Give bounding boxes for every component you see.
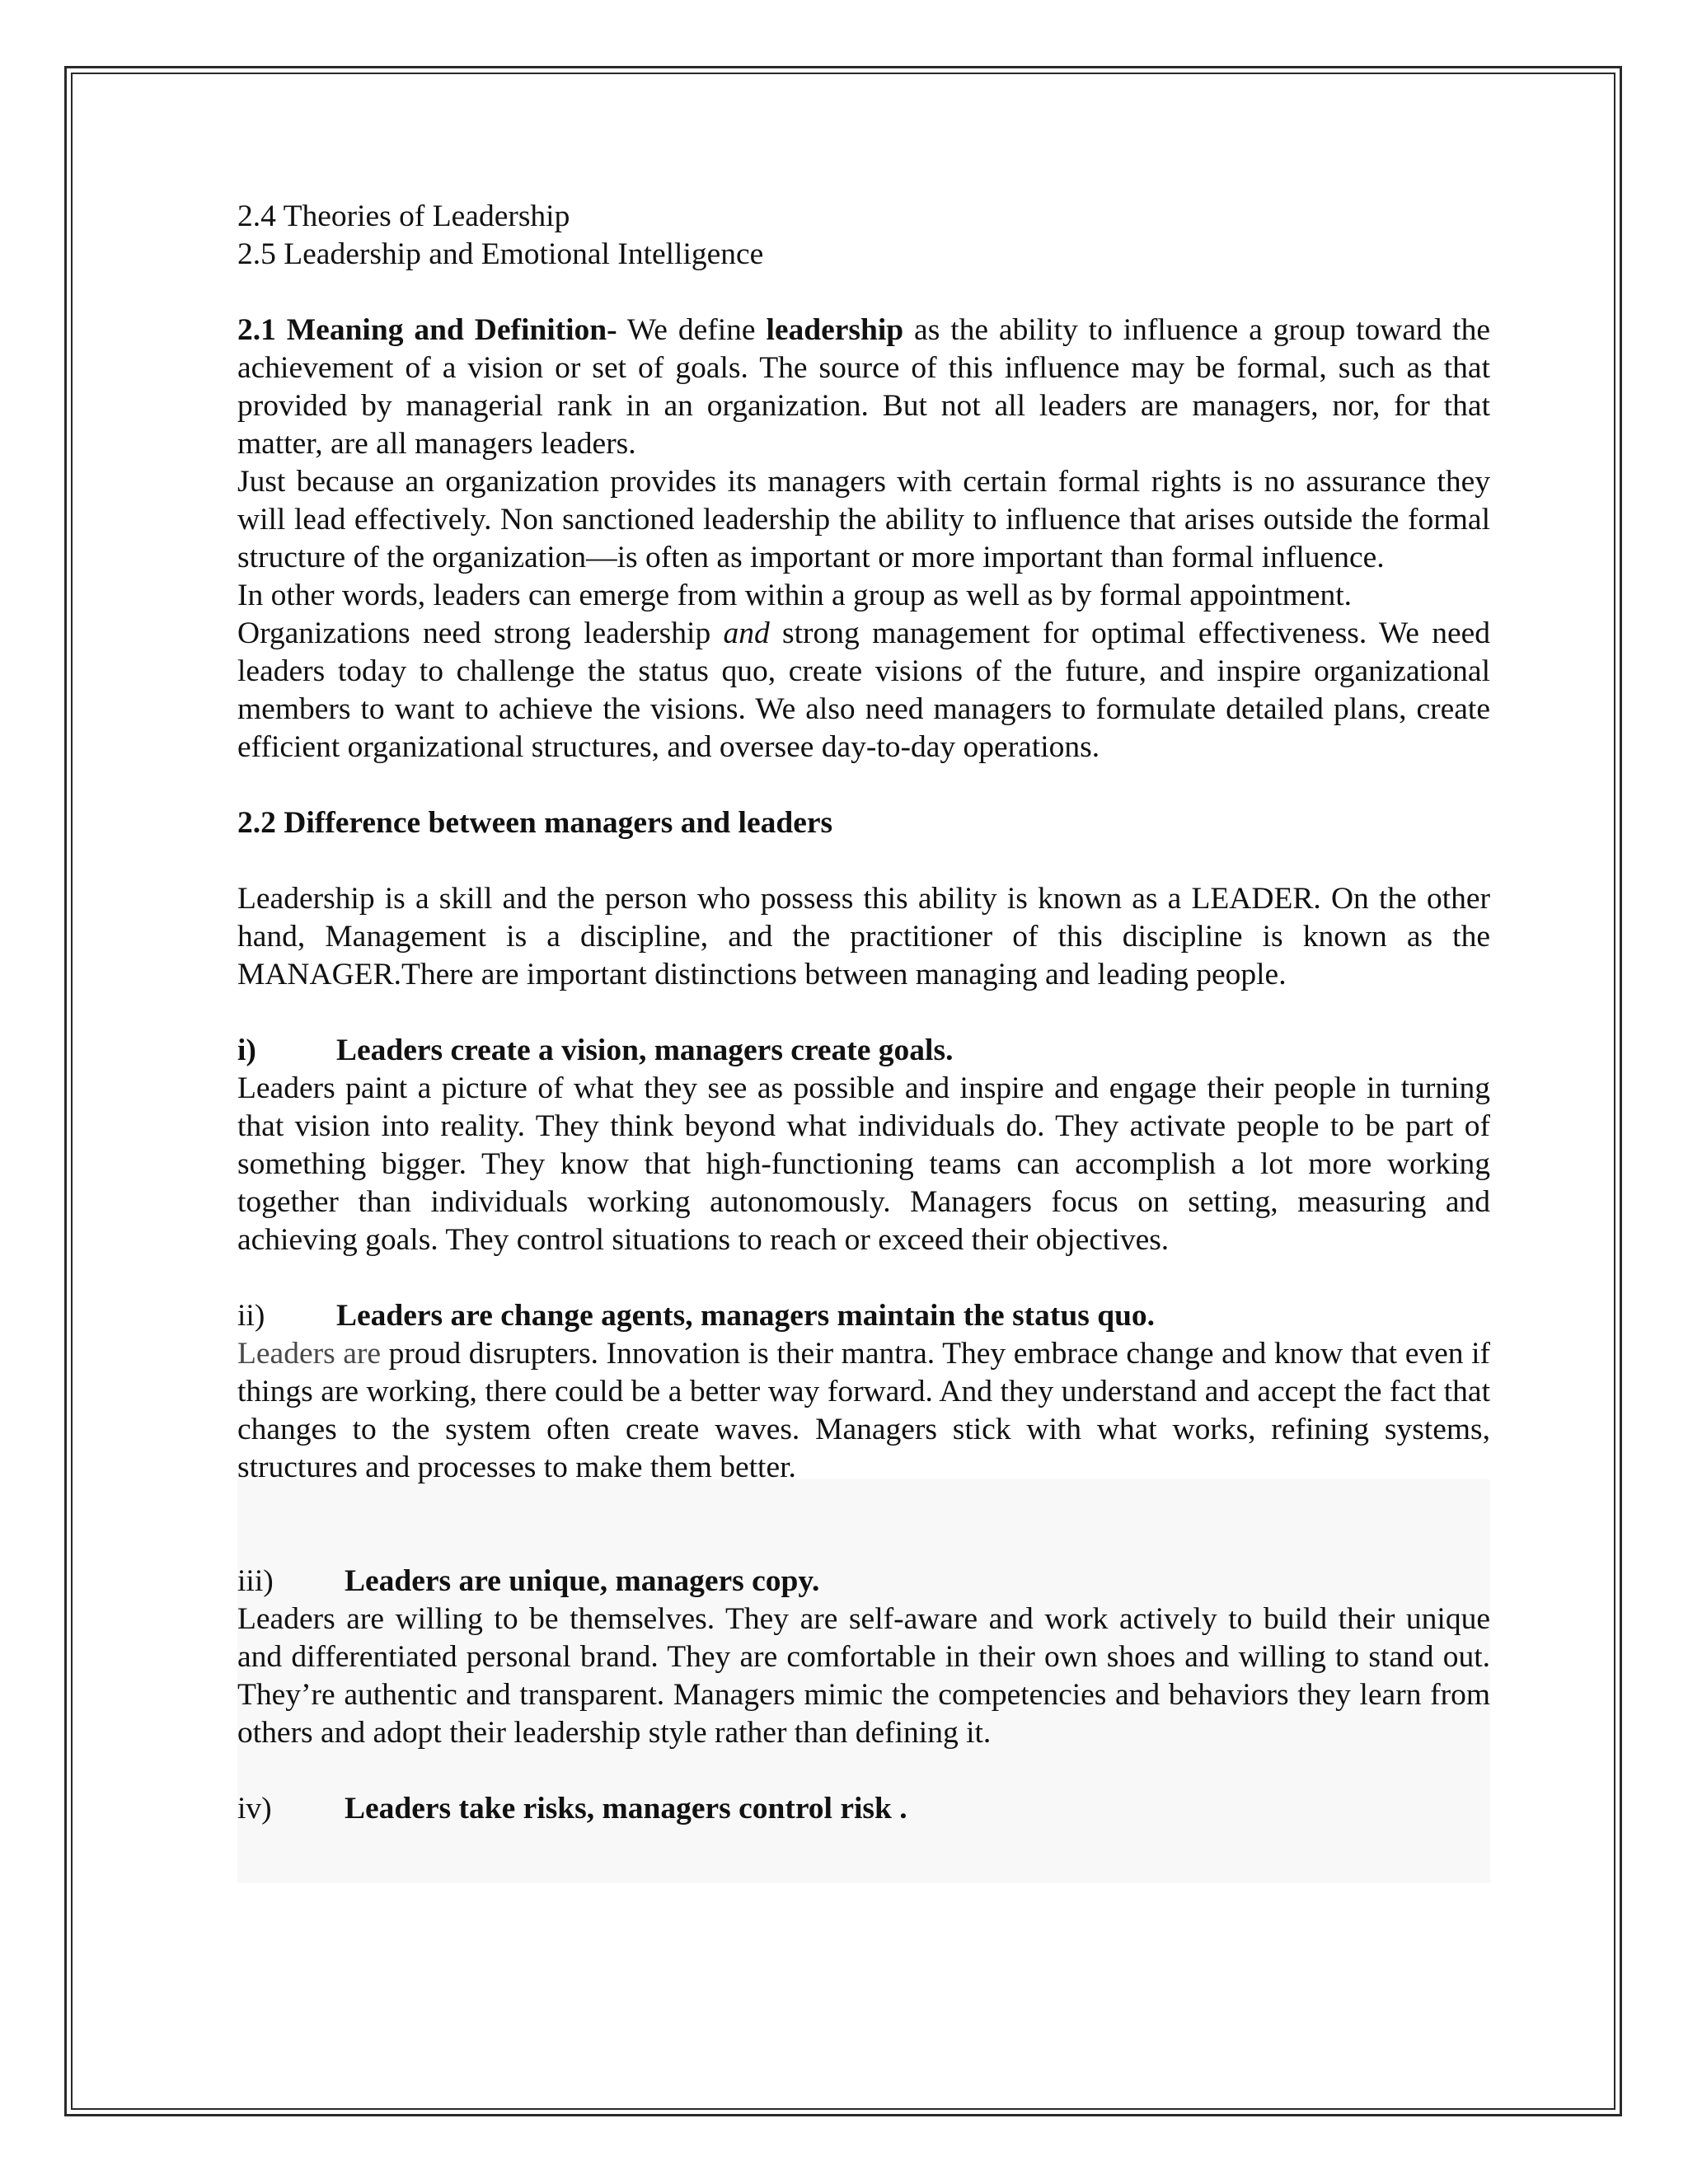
section-2-2-heading: 2.2 Difference between managers and leaders: [237, 806, 833, 840]
item-number: iv): [237, 1792, 272, 1825]
item-body-i: Leaders paint a picture of what they see as possible and inspire and engage their people in turning that vision into reality. They think beyond what individuals do. They activate people to be part of something bigger. They know that high-functioning teams can accomplish a lot more working together than individuals working autonomously. Managers focus on setting, measuring and achieving goals. They control situations to reach or exceed their objectives.: [237, 1071, 1490, 1257]
item-number: i): [237, 1033, 256, 1067]
italic-and: and: [723, 616, 770, 650]
item-body-ii: Leaders are proud disrupters. Innovation is their mantra. They embrace change and know that even if things are working, there could be a better way forward. And they understand and accept the fact that changes to the system often create waves. Managers stick with what works, refining systems, structures and processes to make them better.: [237, 1337, 1490, 1484]
section-2-1-heading: 2.1 Meaning and Definition-: [237, 313, 617, 347]
item-number: ii): [237, 1299, 265, 1333]
item-title: Leaders are change agents, managers maintain the status quo.: [336, 1299, 1156, 1333]
item-heading-i: [237, 1032, 1490, 1070]
section-2-1-paragraph: 2.1 Meaning and Definition- We define leadership as the ability to influence a group toward the achievement of a vision or set of goals. The source of this influence may be formal, such as that provided by managerial rank in an organization. But not all leaders are managers, nor, for that matter, are all managers leaders.: [237, 313, 1490, 461]
toc-line-2-4: 2.4 Theories of Leadership: [237, 199, 570, 233]
leadership-term: leadership: [766, 313, 904, 347]
document-body: [237, 198, 1490, 1828]
item-title: Leaders take risks, managers control risk .: [345, 1792, 907, 1825]
item-number: iii): [237, 1564, 274, 1598]
section-2-1-paragraph-4: Organizations need strong leadership and strong management for optimal effectiveness. We need leaders today to challenge the status quo, create visions of the future, and inspire organizational members to want to achieve the visions. We also need managers to formulate detailed plans, create efficient organizational structures, and oversee day-to-day operations.: [237, 616, 1490, 764]
item-heading-ii: [237, 1297, 1490, 1335]
section-2-1-paragraph-2: Just because an organization provides its managers with certain formal rights is no assurance they will lead effectively. Non sanctioned leadership the ability to influence that arises outside the formal structure of the organization—is often as important or more important than formal influence.: [237, 465, 1490, 574]
item-body-iii: Leaders are willing to be themselves. They are self-aware and work actively to build their unique and differentiated personal brand. They are comfortable in their own shoes and willing to stand out. They’re authentic and transparent. Managers mimic the competencies and behaviors they learn from others and adopt their leadership style rather than defining it.: [237, 1602, 1490, 1750]
toc-line-2-5: 2.5 Leadership and Emotional Intelligence: [237, 237, 764, 271]
section-2-2-intro: Leadership is a skill and the person who possess this ability is known as a LEADER. On the other hand, Management is a discipline, and the practitioner of this discipline is known as the MANAGER.There are important distinctions between managing and leading people.: [237, 882, 1490, 991]
item-heading-iii: [237, 1563, 1490, 1601]
item-heading-iv: [237, 1790, 1490, 1828]
item-title: Leaders create a vision, managers create goals.: [336, 1033, 954, 1067]
item-title: Leaders are unique, managers copy.: [345, 1564, 820, 1598]
section-2-1-paragraph-3: In other words, leaders can emerge from within a group as well as by formal appointment.: [237, 579, 1353, 612]
